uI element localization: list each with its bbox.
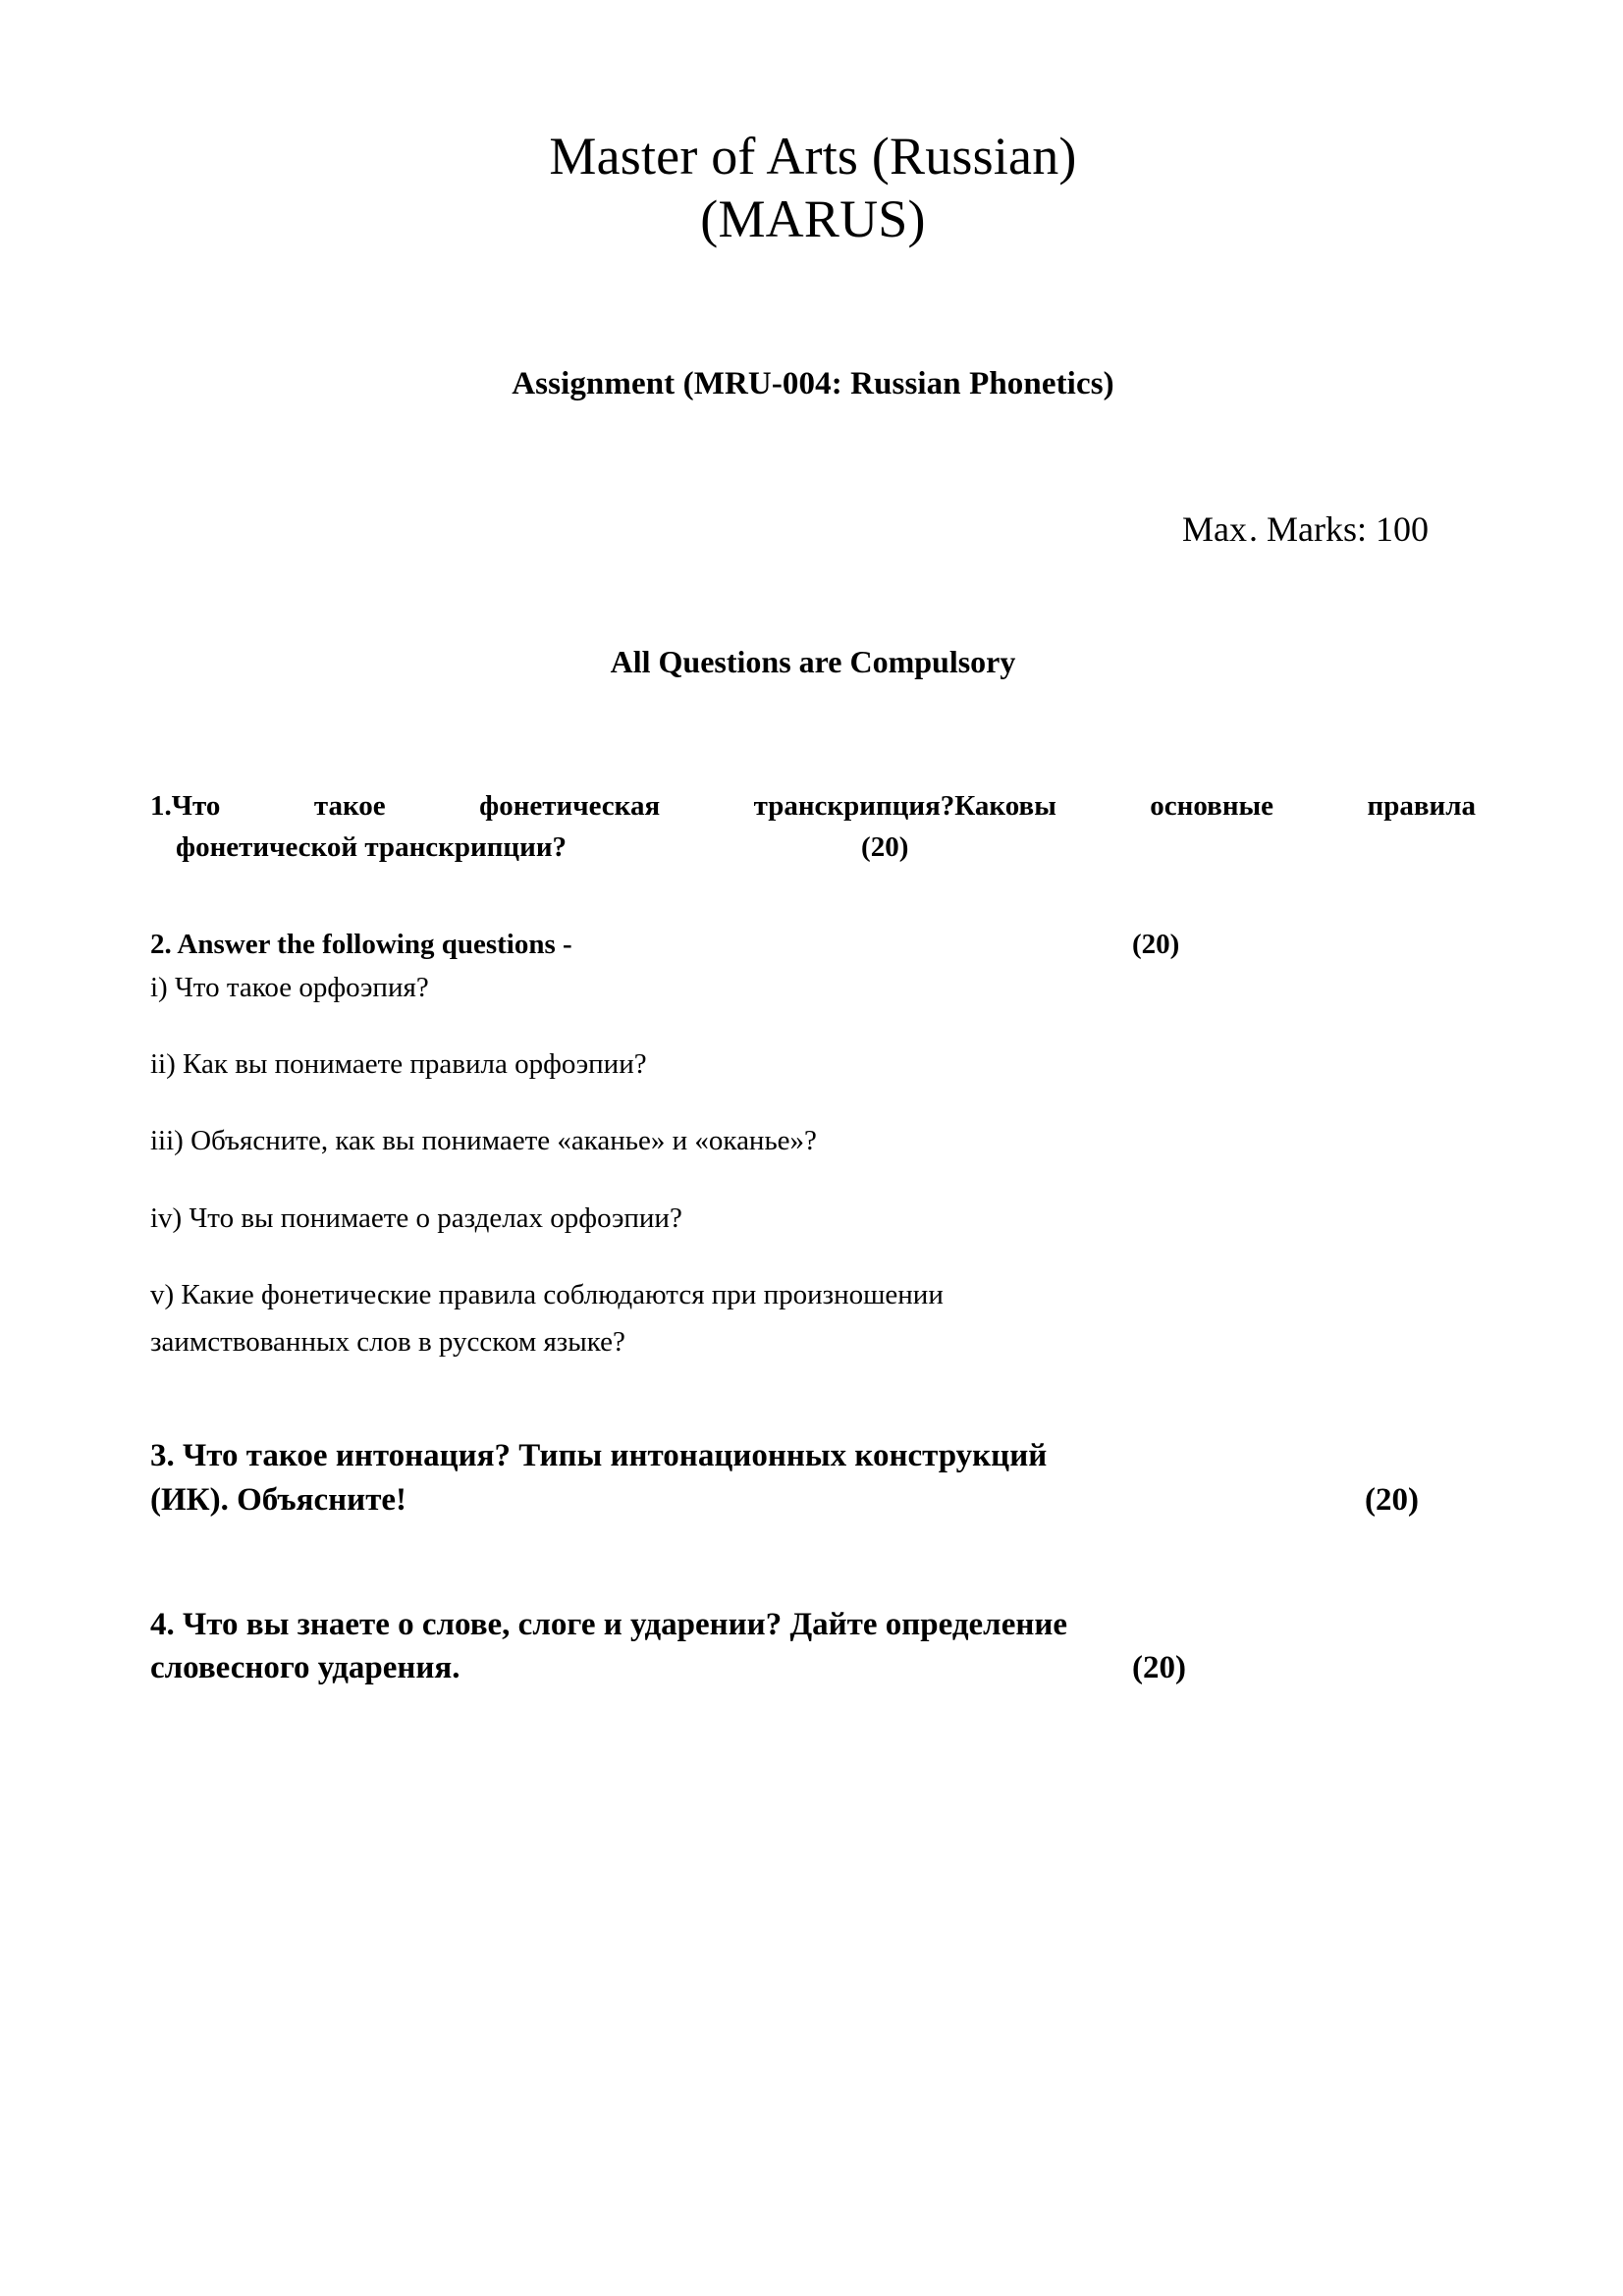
max-marks-value: . Marks: 100: [1249, 509, 1429, 550]
question-4: [150, 1522, 1476, 1691]
question-2-item-v-line-2: заимствованных слов в русском языке?: [150, 1326, 625, 1359]
assignment-heading: Assignment (MRU-004: Russian Phonetics): [512, 366, 1114, 402]
question-3-marks: (20): [1365, 1481, 1419, 1518]
question-2-heading: [150, 868, 1476, 961]
question-1-line-1: [150, 786, 1476, 827]
question-4-marks: (20): [1132, 1650, 1186, 1686]
document-content: [150, 0, 1476, 1690]
question-3-line-2: (ИК). Объясните!: [150, 1481, 407, 1518]
max-marks-label: Max: [1182, 509, 1247, 550]
question-1-text-2: фонетической транскрипции?: [176, 830, 568, 863]
question-4-line-2: словесного ударения.: [150, 1650, 460, 1686]
question-2-heading-text: 2. Answer the following questions -: [150, 928, 572, 960]
question-2-item-v-line-1: v) Какие фонетические правила соблюдаются при произношении: [150, 1279, 944, 1311]
title-line-1: Master of Arts (Russian): [549, 127, 1077, 186]
question-1-marks: (20): [861, 830, 909, 863]
question-2-item-i: i) Что такое орфоэпия?: [150, 971, 429, 1003]
question-1-text-1: Что такое фонетическая транскрипция?Каковы основные правила: [171, 790, 1476, 823]
question-1: [150, 680, 1476, 867]
compulsory-instruction: All Questions are Compulsory: [610, 644, 1016, 680]
question-1-number: 1.: [150, 790, 172, 823]
max-marks: [150, 402, 1476, 550]
question-2-item-ii: ii) Как вы понимаете правила орфоэпии?: [150, 1048, 647, 1081]
question-2-item-iv: iv) Что вы понимаете о разделах орфоэпии?: [150, 1201, 682, 1234]
question-1-line-2: [150, 828, 1476, 868]
title-line-2: (MARUS): [700, 188, 926, 248]
question-3-line-1: 3. Что такое интонация? Типы интонационных конструкций: [150, 1437, 1048, 1473]
question-3: [150, 1363, 1476, 1522]
question-4-line-1: 4. Что вы знаете о слове, слоге и ударении? Дайте определение: [150, 1606, 1068, 1642]
page-title: [150, 0, 1476, 250]
question-2-item-iii: iii) Объясните, как вы понимаете «аканье» и «оканье»?: [150, 1125, 817, 1157]
question-2-marks: (20): [1132, 928, 1180, 960]
